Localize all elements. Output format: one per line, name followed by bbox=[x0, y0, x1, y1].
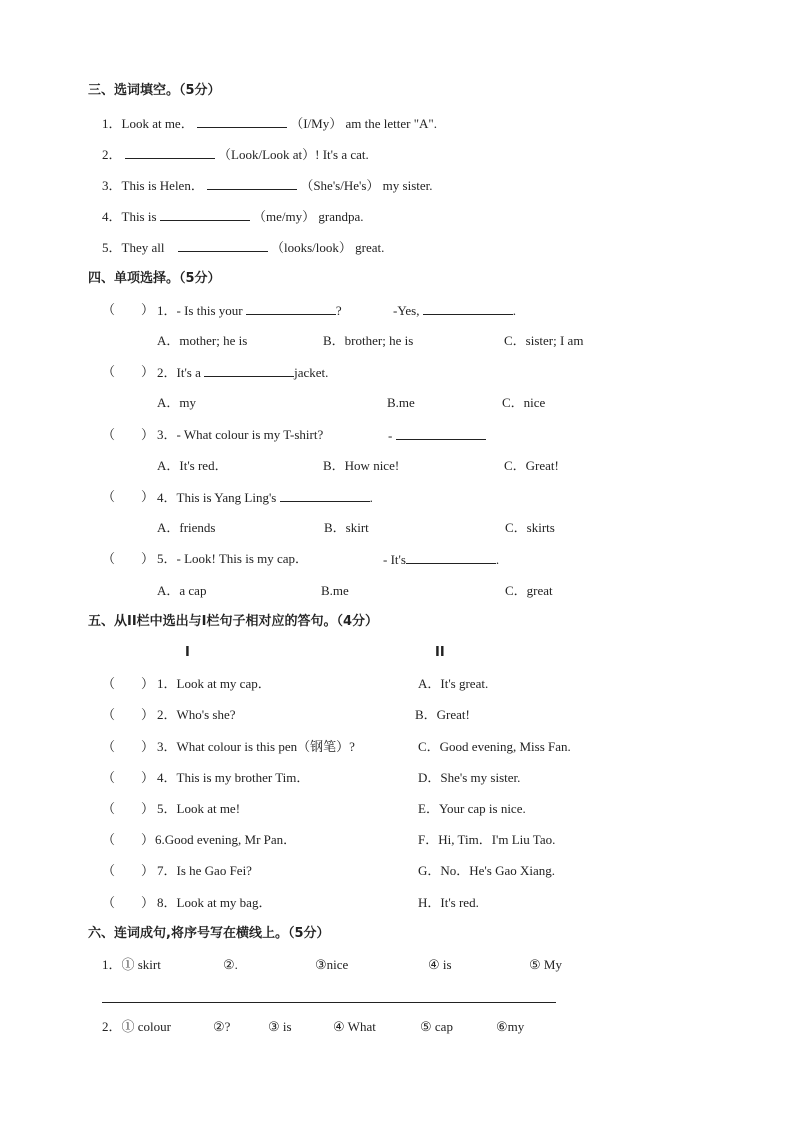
column-ii-header: II bbox=[435, 645, 445, 660]
s4-q1-option-c: C．sister; I am bbox=[504, 333, 584, 348]
s5-left-6: 6.Good evening, Mr Pan． bbox=[155, 832, 297, 847]
s4-q3-option-a: A．It's red． bbox=[157, 458, 228, 473]
s4-q3-option-c: C．Great! bbox=[504, 458, 559, 473]
s4-q5-reply-text: - It's bbox=[383, 552, 406, 567]
section4-title: 四、单项选择。（5分） bbox=[88, 271, 221, 286]
s4-q5-option-a: A．a cap bbox=[157, 583, 207, 598]
s5-paren-3[interactable]: （ ） bbox=[102, 739, 155, 754]
s4-q2-stem-text: 2．It's a bbox=[157, 365, 201, 380]
s4-q1-stem-text: 1．- Is this your bbox=[157, 303, 243, 318]
section5-title: 五、从II栏中选出与I栏句子相对应的答句。（4分） bbox=[88, 614, 379, 629]
s4-q4-option-a: A．friends bbox=[157, 520, 216, 535]
s4-q5-option-c: C．great bbox=[505, 583, 553, 598]
section3-title: 三、选词填空。（5分） bbox=[88, 83, 221, 98]
s6-row1-word-5: ⑤ My bbox=[529, 957, 562, 972]
s5-left-7: 7．Is he Gao Fei? bbox=[157, 863, 252, 878]
s4-q4-paren[interactable]: （ ） bbox=[102, 489, 155, 504]
s4-q1-stem-end: ? bbox=[335, 303, 342, 318]
s3-q4-rest: grandpa. bbox=[318, 209, 364, 224]
s4-q1-reply-end: . bbox=[512, 303, 516, 318]
s5-left-1: 1．Look at my cap． bbox=[157, 676, 271, 691]
s4-q1-reply bbox=[393, 301, 516, 320]
s3-q1-blank[interactable] bbox=[197, 114, 287, 128]
s5-right-a: A．It's great. bbox=[418, 676, 489, 691]
s6-row1-word-4: ④ is bbox=[428, 957, 452, 972]
s6-row2-word-2: ②? bbox=[213, 1019, 231, 1034]
s6-row2-word-4: ④ What bbox=[333, 1019, 376, 1034]
s6-row2-word-1: 2．① colour bbox=[102, 1019, 171, 1034]
s3-q3-blank[interactable] bbox=[207, 176, 297, 190]
s4-q2-blank[interactable] bbox=[204, 363, 294, 377]
s4-q2-option-c: C．nice bbox=[502, 395, 546, 410]
s4-q3-paren[interactable]: （ ） bbox=[102, 427, 155, 442]
section6-title: 六、连词成句,将序号写在横线上。（5分） bbox=[88, 926, 330, 941]
s4-q3-reply bbox=[388, 426, 486, 445]
s5-right-d: D．She's my sister. bbox=[418, 770, 521, 785]
s6-row2-word-6: ⑥my bbox=[496, 1019, 525, 1034]
s3-question-1 bbox=[102, 114, 437, 133]
s4-q5-reply-end: . bbox=[495, 552, 500, 567]
s4-q2-paren[interactable]: （ ） bbox=[102, 364, 155, 379]
s4-q1-reply-blank[interactable] bbox=[423, 301, 513, 315]
s6-row1-word-2: ②. bbox=[223, 957, 238, 972]
s5-paren-4[interactable]: （ ） bbox=[102, 770, 155, 785]
s5-paren-6[interactable]: （ ） bbox=[102, 832, 155, 847]
s3-q1-text: 1．Look at me． bbox=[102, 116, 194, 131]
s5-right-f: F．Hi, Tim．I'm Liu Tao. bbox=[418, 832, 556, 847]
s5-right-h: H．It's red. bbox=[418, 895, 479, 910]
s3-q3-rest: my sister. bbox=[382, 178, 433, 193]
s5-paren-7[interactable]: （ ） bbox=[102, 863, 155, 878]
s5-left-8: 8．Look at my bag． bbox=[157, 895, 272, 910]
s4-q1-blank[interactable] bbox=[246, 301, 336, 315]
s3-q5-text: 5．They all bbox=[102, 240, 165, 255]
s3-q1-rest: am the letter "A". bbox=[345, 116, 437, 131]
s3-q3-text: 3．This is Helen． bbox=[102, 178, 204, 193]
s4-q5-stem: 5．- Look! This is my cap． bbox=[157, 551, 309, 566]
s4-q5-reply-blank[interactable] bbox=[406, 550, 496, 564]
s4-q4-blank[interactable] bbox=[280, 488, 370, 502]
s4-q3-reply-blank[interactable] bbox=[396, 426, 486, 440]
s5-left-3: 3．What colour is this pen（钢笔）? bbox=[157, 739, 355, 754]
s3-q1-choice: （I/My） bbox=[290, 116, 343, 131]
s3-q3-choice: （She's/He's） bbox=[300, 178, 380, 193]
column-i-header: I bbox=[185, 645, 190, 660]
s6-answer-line-1[interactable] bbox=[102, 1002, 556, 1003]
s4-q4-option-b: B．skirt bbox=[324, 520, 369, 535]
s3-q5-choice: （looks/look） bbox=[270, 240, 352, 255]
s4-q2-option-a: A．my bbox=[157, 395, 197, 410]
s4-q5-option-b: B.me bbox=[321, 583, 349, 598]
s4-q1-option-b: B．brother; he is bbox=[323, 333, 414, 348]
s5-right-c: C．Good evening, Miss Fan. bbox=[418, 739, 571, 754]
s5-paren-1[interactable]: （ ） bbox=[102, 676, 155, 691]
s3-q4-blank[interactable] bbox=[160, 207, 250, 221]
s4-q5-paren[interactable]: （ ） bbox=[102, 551, 155, 566]
s3-q2-blank[interactable] bbox=[125, 145, 215, 159]
s3-question-3 bbox=[102, 176, 433, 195]
s4-q2-stem-end: jacket. bbox=[294, 365, 329, 380]
s4-q2-option-b: B.me bbox=[387, 395, 415, 410]
s3-q5-blank[interactable] bbox=[178, 238, 268, 252]
s5-left-4: 4．This is my brother Tim． bbox=[157, 770, 310, 785]
s3-q4-text: 4．This is bbox=[102, 209, 157, 224]
s5-right-g: G．No．He's Gao Xiang. bbox=[418, 863, 556, 878]
s3-q5-rest: great. bbox=[355, 240, 385, 255]
s4-q4-stem-text: 4．This is Yang Ling's bbox=[157, 490, 277, 505]
s4-q4-stem-end: . bbox=[369, 490, 373, 505]
s5-right-e: E．Your cap is nice. bbox=[418, 801, 526, 816]
s3-q2-choice: （Look/Look at）! It's a cat. bbox=[218, 147, 369, 162]
s4-q3-option-b: B．How nice! bbox=[323, 458, 400, 473]
s5-left-5: 5．Look at me! bbox=[157, 801, 241, 816]
s4-q1-option-a: A．mother; he is bbox=[157, 333, 248, 348]
s6-row2-word-3: ③ is bbox=[268, 1019, 292, 1034]
s4-q1-stem bbox=[157, 301, 342, 320]
s6-row1-word-3: ③nice bbox=[315, 957, 349, 972]
s5-paren-8[interactable]: （ ） bbox=[102, 895, 155, 910]
s4-q5-reply bbox=[383, 550, 499, 569]
s3-question-5 bbox=[102, 238, 384, 257]
s6-row2-word-5: ⑤ cap bbox=[420, 1019, 453, 1034]
s5-left-2: 2．Who's she? bbox=[157, 707, 236, 722]
s4-q1-reply-text: -Yes, bbox=[393, 303, 420, 318]
s4-q3-reply-text: - bbox=[388, 428, 393, 443]
s3-question-2 bbox=[102, 145, 369, 164]
s4-q3-stem: 3．- What colour is my T-shirt? bbox=[157, 427, 324, 442]
s5-paren-5[interactable]: （ ） bbox=[102, 801, 155, 816]
s3-question-4 bbox=[102, 207, 364, 226]
s3-q2-text: 2． bbox=[102, 147, 122, 162]
s4-q2-stem bbox=[157, 363, 328, 382]
s4-q1-paren[interactable]: （ ） bbox=[102, 302, 155, 317]
s4-q4-stem bbox=[157, 488, 373, 507]
s5-paren-2[interactable]: （ ） bbox=[102, 707, 155, 722]
s5-right-b: B．Great! bbox=[415, 707, 470, 722]
s4-q4-option-c: C．skirts bbox=[505, 520, 555, 535]
s3-q4-choice: （me/my） bbox=[253, 209, 316, 224]
s6-row1-word-1: 1．① skirt bbox=[102, 957, 161, 972]
